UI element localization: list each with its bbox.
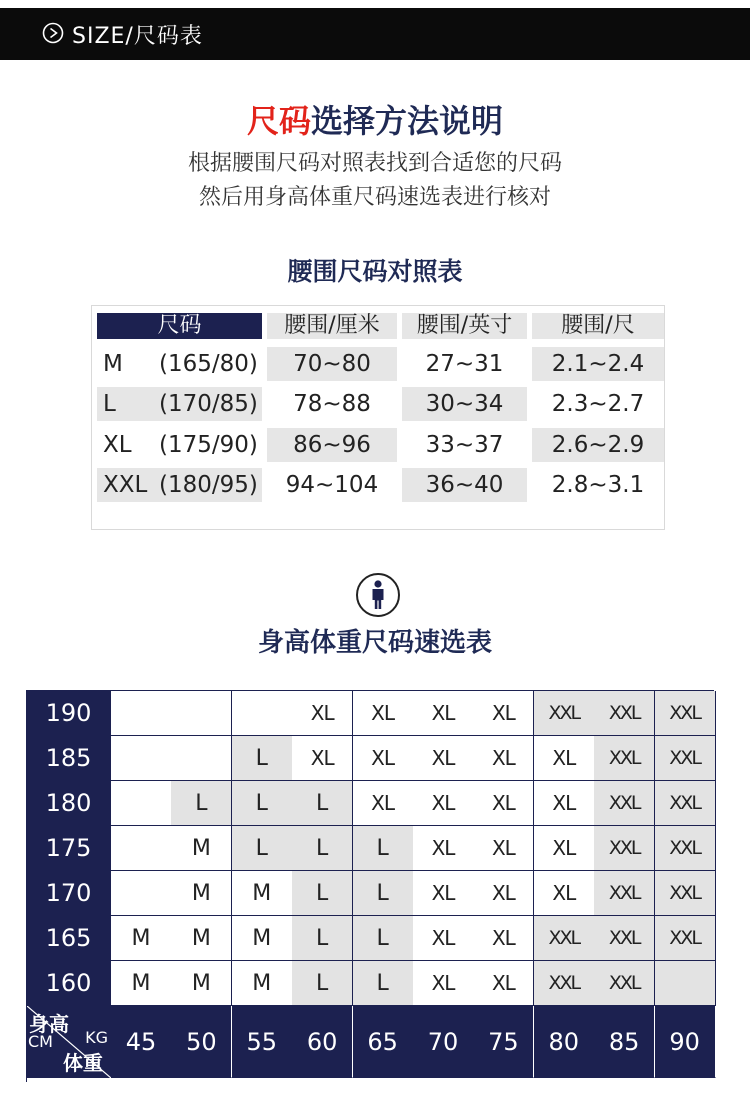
- height-axis-label: 身高: [29, 1012, 69, 1036]
- size-cell: XXL: [655, 736, 716, 781]
- waist-chi-cell: 2.1~2.4: [532, 347, 664, 381]
- height-label: 185: [27, 736, 111, 781]
- weight-axis-label: 体重: [63, 1051, 103, 1075]
- size-cell: L: [171, 781, 232, 826]
- size-cell: [232, 691, 293, 736]
- size-cell: M: [171, 826, 232, 871]
- waist-cm-cell: 70~80: [267, 347, 397, 381]
- waist-size-table: [91, 305, 665, 530]
- size-cell: M: [111, 916, 172, 961]
- waist-inch-cell: 27~31: [425, 351, 504, 377]
- size-cell: [171, 691, 232, 736]
- size-cell: XXL: [655, 871, 716, 916]
- size-cell: L: [292, 781, 353, 826]
- size-cell: XL: [292, 736, 353, 781]
- header-title: SIZE/尺码表: [72, 24, 203, 49]
- weight-label: 70: [413, 1006, 474, 1078]
- size-cell: XL: [473, 916, 534, 961]
- weight-label: 50: [171, 1006, 232, 1078]
- waist-chi-cell: 2.6~2.9: [532, 428, 664, 462]
- size-cell: XXL: [534, 691, 595, 736]
- size-cell: M: [232, 916, 293, 961]
- size-cell: XXL: [594, 916, 655, 961]
- size-cell: [111, 826, 172, 871]
- size-cell: XL: [534, 826, 595, 871]
- waist-inch-cell: 30~34: [402, 387, 527, 421]
- size-cell: XXL: [534, 961, 595, 1006]
- size-cell: XL: [413, 736, 474, 781]
- height-label: 170: [27, 871, 111, 916]
- size-cell: XXL: [594, 961, 655, 1006]
- size-cell: XL: [413, 781, 474, 826]
- size-cell: XXL: [534, 916, 595, 961]
- height-label: 175: [27, 826, 111, 871]
- weight-label: 60: [292, 1006, 353, 1078]
- size-cell: M: [171, 961, 232, 1006]
- size-cell: XL: [473, 781, 534, 826]
- waist-cm-cell: 78~88: [293, 391, 371, 417]
- weight-label: 45: [111, 1006, 172, 1078]
- size-cell: XL: [353, 781, 414, 826]
- waist-size-cell: [97, 387, 262, 421]
- size-cell: [655, 961, 716, 1006]
- size-cell: XXL: [655, 691, 716, 736]
- size-cell: XL: [473, 736, 534, 781]
- weight-unit-label: KG: [85, 1028, 108, 1047]
- size-cell: XL: [534, 781, 595, 826]
- method-title-rest: 选择方法说明: [311, 102, 504, 140]
- weight-label: 75: [473, 1006, 534, 1078]
- size-label: L: [103, 391, 116, 417]
- size-cell: L: [292, 961, 353, 1006]
- height-label: 165: [27, 916, 111, 961]
- size-cell: M: [232, 871, 293, 916]
- waist-inch-cell: 33~37: [425, 432, 504, 458]
- header-bar: [0, 8, 750, 60]
- size-cell: L: [353, 871, 414, 916]
- weight-label: 65: [353, 1006, 414, 1078]
- size-cell: L: [353, 961, 414, 1006]
- size-cell: L: [353, 826, 414, 871]
- axis-corner-cell: [27, 1006, 111, 1078]
- waist-chi-cell: 2.8~3.1: [551, 472, 645, 498]
- size-cell: XXL: [655, 826, 716, 871]
- instruction-line-2: 然后用身高体重尺码速选表进行核对: [198, 185, 551, 210]
- waist-cm-cell: 94~104: [285, 472, 379, 498]
- size-cell: XL: [413, 826, 474, 871]
- height-label: 190: [27, 691, 111, 736]
- height-unit-label: CM: [28, 1032, 53, 1051]
- size-cell: [111, 871, 172, 916]
- size-cell: M: [111, 961, 172, 1006]
- size-cell: [171, 736, 232, 781]
- size-cell: XL: [353, 736, 414, 781]
- size-cell: XL: [534, 736, 595, 781]
- size-label: XL: [103, 432, 132, 458]
- size-cell: L: [292, 826, 353, 871]
- size-cell: L: [353, 916, 414, 961]
- person-icon: [356, 573, 400, 617]
- waist-cm-cell: 86~96: [267, 428, 397, 462]
- weight-label: 85: [594, 1006, 655, 1078]
- size-cell: XL: [473, 826, 534, 871]
- size-cell: XL: [353, 691, 414, 736]
- waist-size-cell: [97, 347, 262, 381]
- size-cell: XL: [473, 691, 534, 736]
- size-cell: XL: [413, 961, 474, 1006]
- waist-size-cell: [97, 428, 262, 462]
- size-label: M: [103, 351, 123, 377]
- waist-header-1: 腰围/厘米: [267, 313, 397, 339]
- waist-size-cell: [97, 468, 262, 502]
- size-cell: L: [232, 736, 293, 781]
- size-cell: L: [232, 781, 293, 826]
- weight-label: 55: [232, 1006, 293, 1078]
- size-cell: M: [171, 871, 232, 916]
- body-spec-label: (180/95): [159, 472, 258, 498]
- play-circle-icon: [42, 22, 64, 44]
- body-spec-label: (170/85): [159, 391, 258, 417]
- size-cell: XXL: [594, 691, 655, 736]
- size-cell: XXL: [594, 826, 655, 871]
- waist-chi-cell: 2.3~2.7: [551, 391, 645, 417]
- size-cell: [111, 691, 172, 736]
- height-weight-grid: [26, 690, 714, 1082]
- size-cell: XL: [473, 871, 534, 916]
- instruction-line-1: 根据腰围尺码对照表找到合适您的尺码: [187, 151, 562, 176]
- waist-header-3: 腰围/尺: [532, 313, 664, 339]
- size-cell: XL: [534, 871, 595, 916]
- size-cell: M: [171, 916, 232, 961]
- weight-label: 80: [534, 1006, 595, 1078]
- size-cell: L: [292, 871, 353, 916]
- size-cell: XXL: [594, 871, 655, 916]
- method-title-highlight: 尺码: [246, 102, 311, 140]
- size-cell: XXL: [594, 736, 655, 781]
- size-cell: XL: [413, 691, 474, 736]
- size-label: XXL: [103, 472, 148, 498]
- size-cell: M: [232, 961, 293, 1006]
- body-spec-label: (165/80): [159, 351, 258, 377]
- size-cell: L: [232, 826, 293, 871]
- size-cell: XL: [413, 871, 474, 916]
- height-label: 180: [27, 781, 111, 826]
- size-cell: XXL: [594, 781, 655, 826]
- size-cell: XXL: [655, 916, 716, 961]
- waist-table-title: 腰围尺码对照表: [287, 257, 463, 286]
- waist-inch-cell: 36~40: [402, 468, 527, 502]
- height-label: 160: [27, 961, 111, 1006]
- size-cell: XL: [292, 691, 353, 736]
- size-cell: L: [292, 916, 353, 961]
- waist-header-0: 尺码: [97, 313, 262, 339]
- quick-select-title: 身高体重尺码速选表: [257, 628, 492, 658]
- body-spec-label: (175/90): [159, 432, 258, 458]
- size-cell: XL: [413, 916, 474, 961]
- size-cell: [111, 736, 172, 781]
- weight-label: 90: [655, 1006, 716, 1078]
- method-title: [0, 96, 750, 142]
- waist-header-2: 腰围/英寸: [402, 313, 527, 339]
- size-cell: XL: [473, 961, 534, 1006]
- size-cell: [111, 781, 172, 826]
- size-cell: XXL: [655, 781, 716, 826]
